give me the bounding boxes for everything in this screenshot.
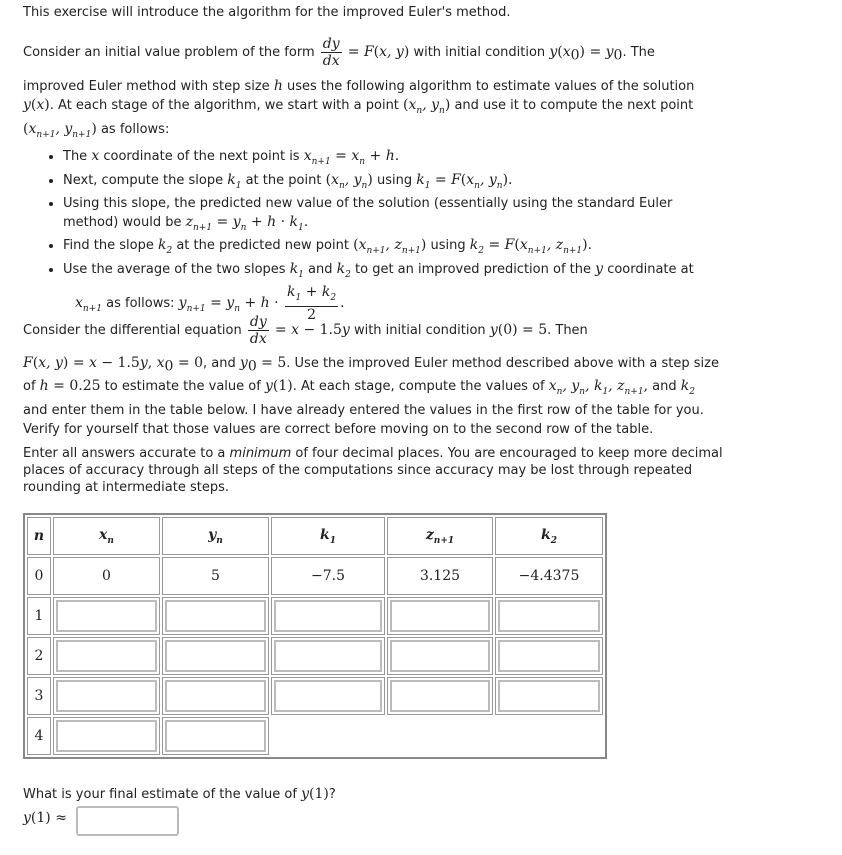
- cell-xn: [53, 677, 160, 715]
- p1-b: with initial condition: [413, 45, 546, 60]
- p1-d: improved Euler method with step size: [23, 79, 270, 94]
- dy-dx-fraction: $\frac{dy}{dx}$: [322, 36, 340, 69]
- table-row: [27, 597, 603, 635]
- cell-yn: [162, 717, 269, 755]
- table-row: [27, 717, 603, 755]
- empty-cell: [271, 717, 385, 755]
- final-label: y(1) ≈: [23, 810, 67, 826]
- de-description: F(x, y) = x − 1.5y, $x_0 = 0$, and $y_0 = 5$. Use the improved Euler method described above with a step size of h = 0.25 to estimate the value of y(1). At each stage, compute the values of $x_n$, $y_n$, $k_1$, $z_{n+1}$, and $k_2$ and enter them in the table below. I have already entered the values in the first row of the table for you. Verify for yourself that those values are correct before moving on to the second row of the table.: [23, 355, 719, 438]
- answer-input-x4[interactable]: [56, 720, 157, 752]
- table-row: [27, 637, 603, 675]
- cell-zn1: [387, 637, 493, 675]
- cell-k2: [495, 677, 603, 715]
- answer-input-k1-2[interactable]: [274, 640, 382, 672]
- table-header-row: [27, 517, 603, 555]
- table-row: [27, 557, 603, 595]
- answer-input-z2[interactable]: [390, 640, 490, 672]
- p1-c: . The: [622, 45, 655, 60]
- cell-n: 0: [27, 557, 51, 595]
- empty-cell: [387, 717, 493, 755]
- p1-f: . At each stage of the algorithm, we start with a point: [49, 98, 399, 113]
- cell-n: 3: [27, 677, 51, 715]
- header-k2: $k_2$: [495, 517, 603, 555]
- de-sentence: Consider the differential equation $\frac{dy}{dx}$ = x − 1.5y with initial condition y(0) = 5. Then: [23, 314, 588, 347]
- p1-g: and use it to compute the next point: [454, 98, 694, 113]
- cell-k2: [495, 597, 603, 635]
- cell-yn: [162, 597, 269, 635]
- list-item: • Find the slope $k_2$ at the predicted new point ($x_{n+1}$, $z_{n+1}$) using $k_2 = F(x_{n+1}$, $z_{n+1}$).: [63, 236, 743, 260]
- cell-k1: [271, 597, 385, 635]
- cell-k1: [271, 677, 385, 715]
- cell-zn1: [387, 597, 493, 635]
- cell-yn: 5: [162, 557, 269, 595]
- header-n: n: [27, 517, 51, 555]
- answer-input-k2-1[interactable]: [498, 600, 600, 632]
- p1-h: as follows:: [100, 121, 170, 137]
- header-yn: $y_n$: [162, 517, 269, 555]
- list-item: • The x coordinate of the next point is $x_{n+1} = x_n + h$.: [63, 147, 743, 171]
- answer-input-x1[interactable]: [56, 600, 157, 632]
- accuracy-note: Enter all answers accurate to a minimum of four decimal places. You are encouraged to keep more decimal places of accuracy through all steps of the computations since accuracy may be lost through repeated rounding at intermediate steps.: [23, 446, 723, 495]
- list-item: • Next, compute the slope $k_1$ at the point ($x_n$, $y_n$) using $k_1 = F(x_n$, $y_n$).: [63, 171, 743, 195]
- average-fraction: $\frac{k_1 + k_2}{2}$: [287, 283, 337, 323]
- cell-n: 4: [27, 717, 51, 755]
- header-k1: $k_1$: [271, 517, 385, 555]
- empty-cell: [495, 717, 603, 755]
- answer-input-k1-1[interactable]: [274, 600, 382, 632]
- cell-n: 2: [27, 637, 51, 675]
- dy-dx-fraction-2: $\frac{dy}{dx}$: [249, 314, 267, 347]
- cell-n: 1: [27, 597, 51, 635]
- header-xn: $x_n$: [53, 517, 160, 555]
- cell-k2: [495, 637, 603, 675]
- final-question: What is your final estimate of the value of y(1)?: [23, 786, 336, 802]
- answer-input-k2-3[interactable]: [498, 680, 600, 712]
- p1-a: Consider an initial value problem of the form: [23, 45, 315, 60]
- method-description: improved Euler method with step size h uses the following algorithm to estimate values of the solution y(x). At each stage of the algorithm, we start with a point ($x_n$, $y_n$) and use it to compute the next point ($x_{n+1}$, $y_{n+1}$) as follows:: [23, 78, 695, 140]
- answer-input-y3[interactable]: [165, 680, 266, 712]
- answer-input-y4[interactable]: [165, 720, 266, 752]
- answer-input-x2[interactable]: [56, 640, 157, 672]
- cell-xn: [53, 717, 160, 755]
- list-item: • Using this slope, the predicted new value of the solution (essentially using the standard Euler method) would be $z_{n+1} = y_n + h \cdot k_1$.: [63, 195, 743, 237]
- cell-yn: [162, 637, 269, 675]
- cell-xn: [53, 597, 160, 635]
- ivp-sentence: Consider an initial value problem of the form $\frac{dy}{dx}$ = F(x, y) with initial condition $y(x_0) = y_0$. The: [23, 36, 655, 69]
- answer-input-k1-3[interactable]: [274, 680, 382, 712]
- table-row: [27, 677, 603, 715]
- answer-input-k2-2[interactable]: [498, 640, 600, 672]
- cell-xn: [53, 637, 160, 675]
- algorithm-list: [45, 147, 743, 323]
- cell-xn: 0: [53, 557, 160, 595]
- answer-input-y1[interactable]: [165, 600, 266, 632]
- answer-input-z3[interactable]: [390, 680, 490, 712]
- p1-e: uses the following algorithm to estimate values of the solution: [286, 79, 695, 94]
- list-item: • Use the average of the two slopes $k_1$ and $k_2$ to get an improved prediction of the y coordinate at $x_{n+1}$ as follows: $y_{n+1} = y_n + h$ · $\frac{k_1 + k_2}{2}$ .: [63, 260, 743, 323]
- cell-k2: −4.4375: [495, 557, 603, 595]
- cell-zn1: 3.125: [387, 557, 493, 595]
- cell-k1: −7.5: [271, 557, 385, 595]
- answer-input-z1[interactable]: [390, 600, 490, 632]
- cell-k1: [271, 637, 385, 675]
- answer-input-x3[interactable]: [56, 680, 157, 712]
- cell-zn1: [387, 677, 493, 715]
- header-zn1: $z_{n+1}$: [387, 517, 493, 555]
- final-answer-input[interactable]: [76, 806, 179, 836]
- intro-text: This exercise will introduce the algorithm for the improved Euler's method.: [23, 5, 511, 20]
- euler-table: [23, 513, 607, 759]
- answer-input-y2[interactable]: [165, 640, 266, 672]
- cell-yn: [162, 677, 269, 715]
